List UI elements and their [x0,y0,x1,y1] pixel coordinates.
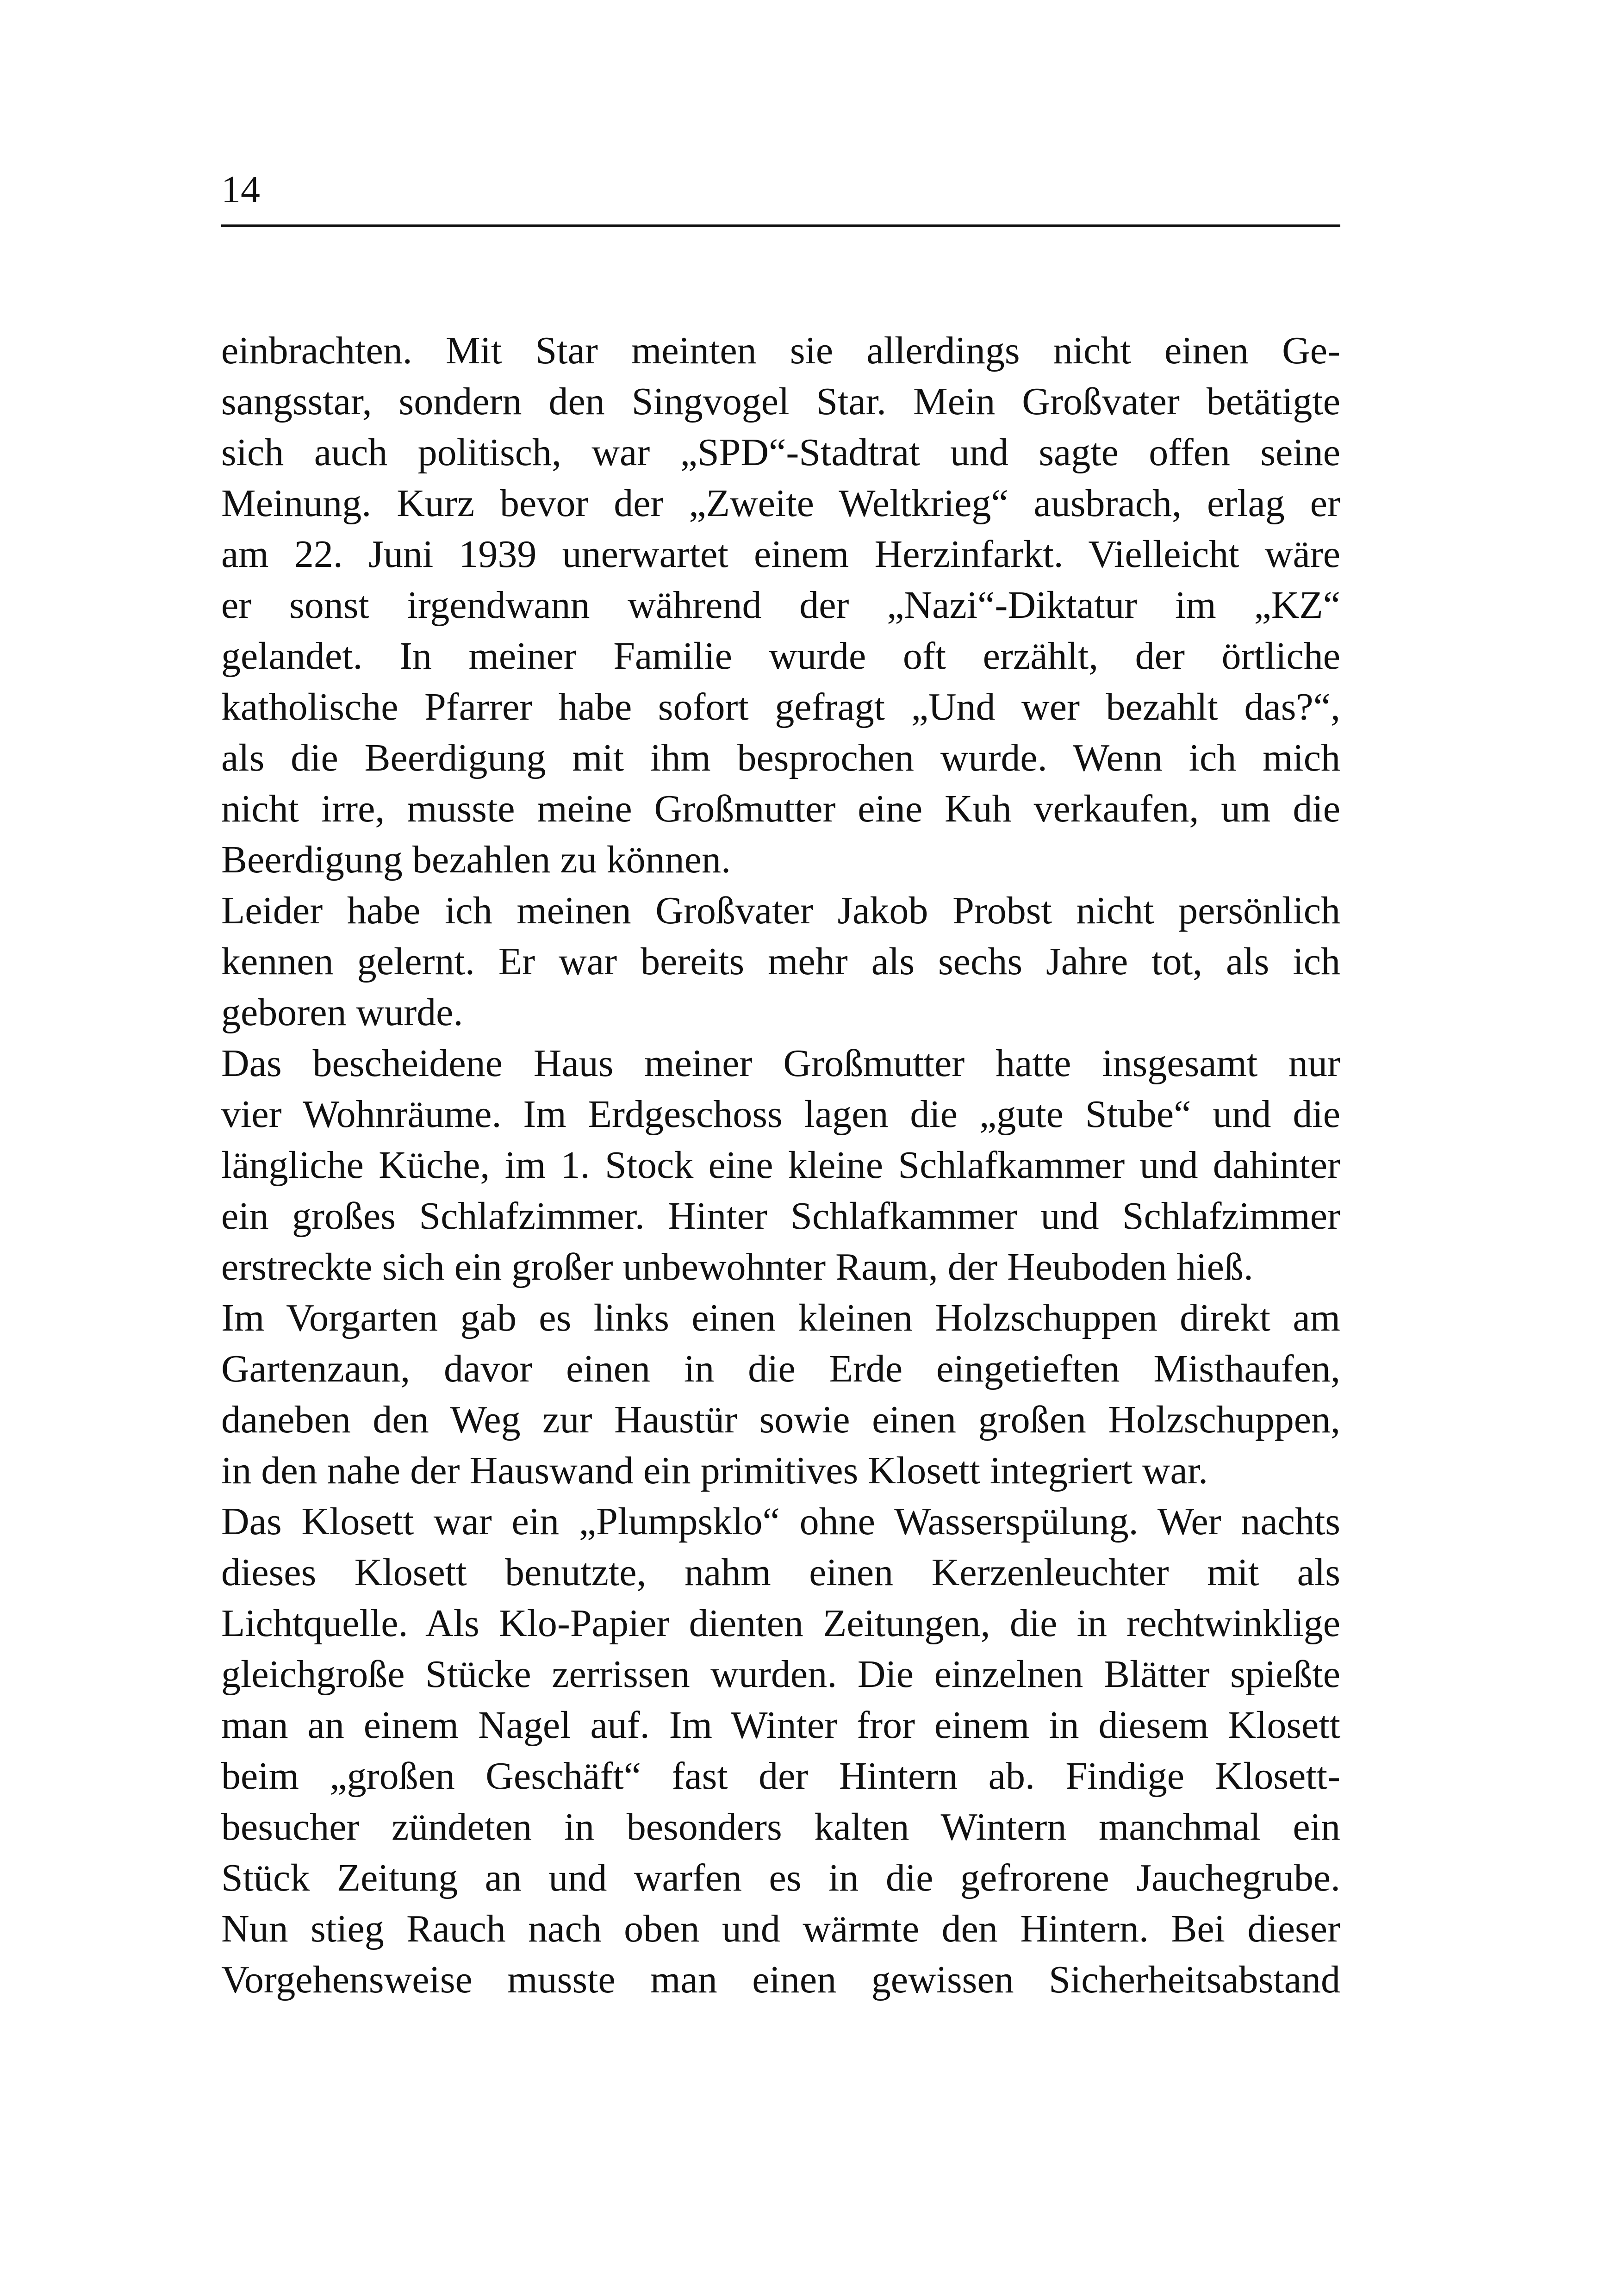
text-line: Lichtquelle. Als Klo-Papier dienten Zeitungen, die in rechtwinklige [221,1602,1340,1645]
text-line: einbrachten. Mit Star meinten sie allerdings nicht einen Ge- [221,329,1340,372]
text-line: daneben den Weg zur Haustür sowie einen großen Holzschuppen, [221,1398,1340,1441]
text-line: kennen gelernt. Er war bereits mehr als sechs Jahre tot, als ich [221,940,1340,983]
header-rule [221,224,1340,227]
text-line: Gartenzaun, davor einen in die Erde eingetieften Misthaufen, [221,1347,1340,1390]
text-line: dieses Klosett benutzte, nahm einen Kerzenleuchter mit als [221,1551,1340,1594]
text-line: geboren wurde. [221,991,463,1034]
text-line: Das Klosett war ein „Plumpsklo“ ohne Wasserspülung. Wer nachts [221,1500,1340,1543]
text-line: gleichgroße Stücke zerrissen wurden. Die einzelnen Blätter spießte [221,1653,1340,1696]
text-line: gelandet. In meiner Familie wurde oft erzählt, der örtliche [221,635,1340,678]
text-line: besucher zündeten in besonders kalten Wintern manchmal ein [221,1805,1340,1848]
text-line: erstreckte sich ein großer unbewohnter Raum, der Heuboden hieß. [221,1245,1253,1288]
text-line: sangsstar, sondern den Singvogel Star. Mein Großvater betätigte [221,380,1340,423]
text-line: Leider habe ich meinen Großvater Jakob Probst nicht persönlich [221,889,1340,932]
text-line: man an einem Nagel auf. Im Winter fror einem in diesem Klosett [221,1704,1340,1747]
text-line: ein großes Schlafzimmer. Hinter Schlafkammer und Schlafzimmer [221,1195,1340,1238]
text-line: Stück Zeitung an und warfen es in die gefrorene Jauchegrube. [221,1856,1340,1899]
text-line: katholische Pfarrer habe sofort gefragt „Und wer bezahlt das?“, [221,685,1340,728]
text-line: sich auch politisch, war „SPD“-Stadtrat und sagte offen seine [221,431,1340,474]
text-line: Meinung. Kurz bevor der „Zweite Weltkrieg“ ausbrach, erlag er [221,482,1340,525]
body-text [221,325,1340,2005]
text-line: Beerdigung bezahlen zu können. [221,838,731,881]
text-line: beim „großen Geschäft“ fast der Hintern ab. Findige Klosett- [221,1755,1340,1798]
text-line: am 22. Juni 1939 unerwartet einem Herzinfarkt. Vielleicht wäre [221,533,1340,576]
text-line: längliche Küche, im 1. Stock eine kleine Schlafkammer und dahinter [221,1144,1340,1187]
page-number: 14 [221,168,260,211]
text-line: Im Vorgarten gab es links einen kleinen Holzschuppen direkt am [221,1296,1340,1339]
text-line: Vorgehensweise musste man einen gewissen Sicherheitsabstand [221,1958,1340,2001]
text-line: er sonst irgendwann während der „Nazi“-Diktatur im „KZ“ [221,584,1340,627]
text-line: in den nahe der Hauswand ein primitives Klosett integriert war. [221,1449,1208,1492]
text-line: Das bescheidene Haus meiner Großmutter hatte insgesamt nur [221,1042,1340,1085]
text-line: nicht irre, musste meine Großmutter eine Kuh verkaufen, um die [221,787,1340,830]
text-line: als die Beerdigung mit ihm besprochen wurde. Wenn ich mich [221,736,1340,779]
text-line: vier Wohnräume. Im Erdgeschoss lagen die „gute Stube“ und die [221,1093,1340,1136]
text-line: Nun stieg Rauch nach oben und wärmte den Hintern. Bei dieser [221,1907,1340,1950]
